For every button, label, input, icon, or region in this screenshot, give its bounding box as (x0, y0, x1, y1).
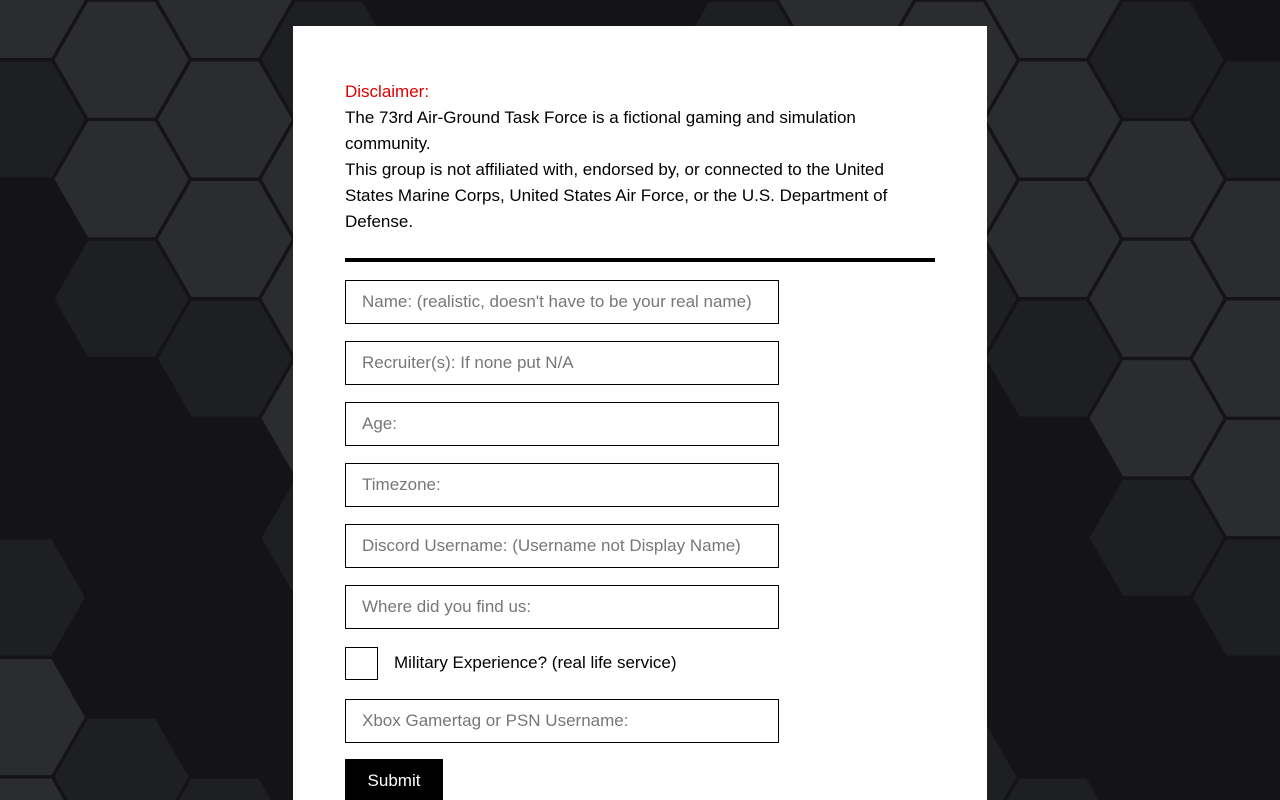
found-us-input[interactable] (345, 585, 779, 629)
military-experience-row (345, 646, 935, 680)
timezone-input[interactable] (345, 463, 779, 507)
recruiter-input[interactable] (345, 341, 779, 385)
discord-username-input[interactable] (345, 524, 779, 568)
submit-button[interactable]: Submit (345, 759, 443, 800)
disclaimer-paragraph-1: The 73rd Air-Ground Task Force is a fictional gaming and simulation community. (345, 108, 856, 153)
disclaimer-label: Disclaimer: (345, 82, 430, 101)
name-input[interactable] (345, 280, 779, 324)
divider (345, 258, 935, 262)
gamertag-input[interactable] (345, 699, 779, 743)
application-card (293, 26, 987, 800)
disclaimer-paragraph-2: This group is not affiliated with, endorsed by, or connected to the United States Marine Corps, United States Air Force, or the U.S. Department of Defense. (345, 160, 888, 231)
disclaimer-block (345, 79, 935, 235)
military-experience-label: Military Experience? (real life service) (394, 653, 677, 672)
military-experience-checkbox[interactable] (345, 647, 378, 680)
age-input[interactable] (345, 402, 779, 446)
application-form (345, 280, 935, 800)
